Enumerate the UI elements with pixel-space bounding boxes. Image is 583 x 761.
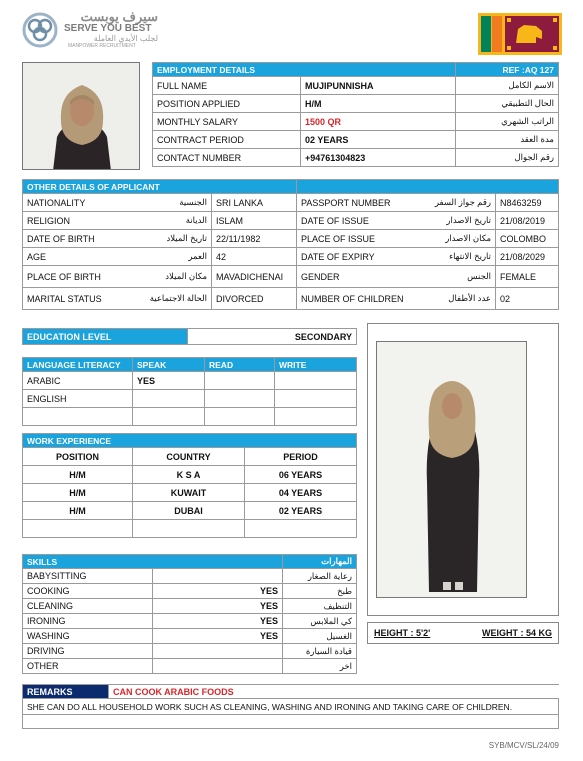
read-value	[205, 408, 275, 426]
field-label-ar: العمر	[128, 248, 212, 266]
field-label-ar: الجنسية	[128, 194, 212, 212]
skill-row	[23, 644, 357, 659]
skill-name: COOKING	[23, 584, 153, 599]
logo-mark-icon	[22, 12, 58, 48]
full-name-value: MUJIPUNNISHA	[301, 77, 456, 95]
field-label: MARITAL STATUS	[23, 288, 128, 310]
nationality-value: SRI LANKA	[212, 194, 297, 212]
speak-value	[133, 408, 205, 426]
skill-name-ar: قيادة السيارة	[283, 644, 357, 659]
field-label-ar: الجنس	[408, 266, 496, 288]
header-blank	[297, 180, 559, 194]
field-label: NATIONALITY	[23, 194, 128, 212]
skill-row	[23, 569, 357, 584]
gender-value: FEMALE	[496, 266, 559, 288]
skill-value	[153, 644, 283, 659]
work-position: H/M	[23, 466, 133, 484]
write-value	[275, 390, 357, 408]
age-value: 42	[212, 248, 297, 266]
work-experience-section	[22, 433, 357, 538]
field-label-ar: مكان الميلاد	[128, 266, 212, 288]
work-period	[245, 520, 357, 538]
language-name: ARABIC	[23, 372, 133, 390]
field-label-ar: رقم جواز السفر	[408, 194, 496, 212]
date-of-issue-value: 21/08/2019	[496, 212, 559, 230]
work-period: 04 YEARS	[245, 484, 357, 502]
measurements-box	[367, 622, 559, 644]
speak-value: YES	[133, 372, 205, 390]
read-value	[205, 390, 275, 408]
skills-title: SKILLS	[23, 555, 283, 569]
number-of-children-value: 02	[496, 288, 559, 310]
read-header: READ	[205, 358, 275, 372]
language-row	[23, 408, 357, 426]
employment-row	[153, 149, 559, 167]
work-position: H/M	[23, 484, 133, 502]
skill-name: OTHER	[23, 659, 153, 674]
remarks-section	[22, 684, 559, 729]
language-name	[23, 408, 133, 426]
field-label-ar: مكان الاصدار	[408, 230, 496, 248]
skill-value: YES	[153, 614, 283, 629]
skill-value	[153, 569, 283, 584]
field-label-ar: الراتب الشهري	[456, 113, 559, 131]
skill-name: CLEANING	[23, 599, 153, 614]
employment-details-section	[152, 62, 559, 167]
other-details-section	[22, 179, 559, 310]
details-row	[23, 230, 559, 248]
field-label-ar: الحال التطبيقي	[456, 95, 559, 113]
date-of-expiry-value: 21/08/2029	[496, 248, 559, 266]
read-value	[205, 372, 275, 390]
field-label: AGE	[23, 248, 128, 266]
applicant-portrait-photo	[22, 62, 140, 170]
skill-name-ar: التنظيف	[283, 599, 357, 614]
brand-name-ar: سيرف يوبست	[80, 9, 158, 24]
work-experience-title: WORK EXPERIENCE	[23, 434, 357, 448]
details-row	[23, 194, 559, 212]
reference-number: REF :AQ 127	[456, 63, 559, 77]
remarks-headline: CAN COOK ARABIC FOODS	[109, 685, 559, 699]
language-row	[23, 390, 357, 408]
field-label-ar: الديانة	[128, 212, 212, 230]
field-label: GENDER	[297, 266, 408, 288]
field-label: DATE OF ISSUE	[297, 212, 408, 230]
details-row	[23, 248, 559, 266]
employment-row	[153, 131, 559, 149]
field-label: FULL NAME	[153, 77, 301, 95]
skill-value: YES	[153, 629, 283, 644]
field-label: MONTHLY SALARY	[153, 113, 301, 131]
details-row	[23, 212, 559, 230]
skill-row	[23, 614, 357, 629]
field-label-ar: مدة العقد	[456, 131, 559, 149]
field-label: CONTRACT PERIOD	[153, 131, 301, 149]
position-applied-value: H/M	[301, 95, 456, 113]
skill-value: YES	[153, 599, 283, 614]
work-country: KUWAIT	[133, 484, 245, 502]
write-value	[275, 408, 357, 426]
document-code: SYB/MCV/SL/24/09	[488, 741, 559, 750]
work-period: 02 YEARS	[245, 502, 357, 520]
skill-name: WASHING	[23, 629, 153, 644]
field-label-ar: رقم الجوال	[456, 149, 559, 167]
language-header: LANGUAGE LITERACY	[23, 358, 133, 372]
work-country	[133, 520, 245, 538]
work-row	[23, 502, 357, 520]
height-measure	[374, 628, 430, 638]
employment-row	[153, 113, 559, 131]
field-label: RELIGION	[23, 212, 128, 230]
speak-value	[133, 390, 205, 408]
skill-value: YES	[153, 584, 283, 599]
date-of-birth-value: 22/11/1982	[212, 230, 297, 248]
passport-number-value: N8463259	[496, 194, 559, 212]
field-label: PASSPORT NUMBER	[297, 194, 408, 212]
work-row	[23, 520, 357, 538]
remarks-blank-row	[23, 715, 559, 729]
write-value	[275, 372, 357, 390]
work-position: H/M	[23, 502, 133, 520]
field-label-ar: تاريخ الاصدار	[408, 212, 496, 230]
skill-name-ar: اخر	[283, 659, 357, 674]
work-header-row	[23, 448, 357, 466]
full-body-photo-frame	[367, 323, 559, 616]
work-country: K S A	[133, 466, 245, 484]
field-label-ar: عدد الأطفال	[408, 288, 496, 310]
field-label-ar: تاريخ الميلاد	[128, 230, 212, 248]
applicant-full-body-photo	[376, 341, 527, 598]
work-row	[23, 484, 357, 502]
period-header: PERIOD	[245, 448, 357, 466]
work-position	[23, 520, 133, 538]
field-label: NUMBER OF CHILDREN	[297, 288, 408, 310]
monthly-salary-value: 1500 QR	[301, 113, 456, 131]
place-of-birth-value: MAVADICHENAI	[212, 266, 297, 288]
speak-header: SPEAK	[133, 358, 205, 372]
language-row	[23, 372, 357, 390]
education-section	[22, 328, 357, 345]
country-header: COUNTRY	[133, 448, 245, 466]
skill-name: DRIVING	[23, 644, 153, 659]
field-label-ar: تاريخ الانتهاء	[408, 248, 496, 266]
field-label: PLACE OF ISSUE	[297, 230, 408, 248]
skill-name: BABYSITTING	[23, 569, 153, 584]
field-label: POSITION APPLIED	[153, 95, 301, 113]
language-section	[22, 357, 357, 426]
position-header: POSITION	[23, 448, 133, 466]
place-of-issue-value: COLOMBO	[496, 230, 559, 248]
remarks-label: REMARKS	[23, 685, 109, 699]
field-label: DATE OF EXPIRY	[297, 248, 408, 266]
height-value: 5'2'	[416, 628, 431, 638]
skill-row	[23, 629, 357, 644]
brand-name-en: SERVE YOU BEST	[64, 23, 152, 34]
skills-section	[22, 554, 357, 674]
skill-name-ar: الغسيل	[283, 629, 357, 644]
work-period: 06 YEARS	[245, 466, 357, 484]
employment-row	[153, 77, 559, 95]
skill-row	[23, 659, 357, 674]
skills-title-ar: المهارات	[283, 555, 357, 569]
details-row	[23, 266, 559, 288]
field-label-ar: الاسم الكامل	[456, 77, 559, 95]
sri-lanka-flag-icon	[478, 13, 562, 55]
company-logo	[22, 9, 158, 58]
work-country: DUBAI	[133, 502, 245, 520]
other-details-title: OTHER DETAILS OF APPLICANT	[23, 180, 297, 194]
field-label-ar: الحالة الاجتماعية	[128, 288, 212, 310]
brand-sub-en: MANPOWER RECRUITMENT	[68, 43, 136, 49]
field-label: DATE OF BIRTH	[23, 230, 128, 248]
employment-details-title: EMPLOYMENT DETAILS	[153, 63, 456, 77]
skill-row	[23, 599, 357, 614]
skill-name: IRONING	[23, 614, 153, 629]
details-row	[23, 288, 559, 310]
language-name: ENGLISH	[23, 390, 133, 408]
skill-name-ar: رعاية الصغار	[283, 569, 357, 584]
weight-label: WEIGHT :	[481, 628, 524, 638]
field-label: CONTACT NUMBER	[153, 149, 301, 167]
field-label: PLACE OF BIRTH	[23, 266, 128, 288]
remarks-text: SHE CAN DO ALL HOUSEHOLD WORK SUCH AS CLEANING, WASHING AND IRONING AND TAKING CARE OF CHILDREN.	[23, 699, 559, 715]
education-level-label: EDUCATION LEVEL	[23, 329, 188, 345]
weight-measure	[482, 628, 552, 638]
education-level-value: SECONDARY	[188, 329, 357, 345]
skill-name-ar: كي الملابس	[283, 614, 357, 629]
skill-name-ar: طبخ	[283, 584, 357, 599]
brand-sub-ar: لجلب الأيدي العاملة	[93, 34, 158, 43]
write-header: WRITE	[275, 358, 357, 372]
weight-value: 54 KG	[525, 628, 552, 638]
marital-status-value: DIVORCED	[212, 288, 297, 310]
religion-value: ISLAM	[212, 212, 297, 230]
work-row	[23, 466, 357, 484]
contact-number-value: +94761304823	[301, 149, 456, 167]
contract-period-value: 02 YEARS	[301, 131, 456, 149]
height-label: HEIGHT :	[374, 628, 414, 638]
employment-row	[153, 95, 559, 113]
skill-value	[153, 659, 283, 674]
skill-row	[23, 584, 357, 599]
